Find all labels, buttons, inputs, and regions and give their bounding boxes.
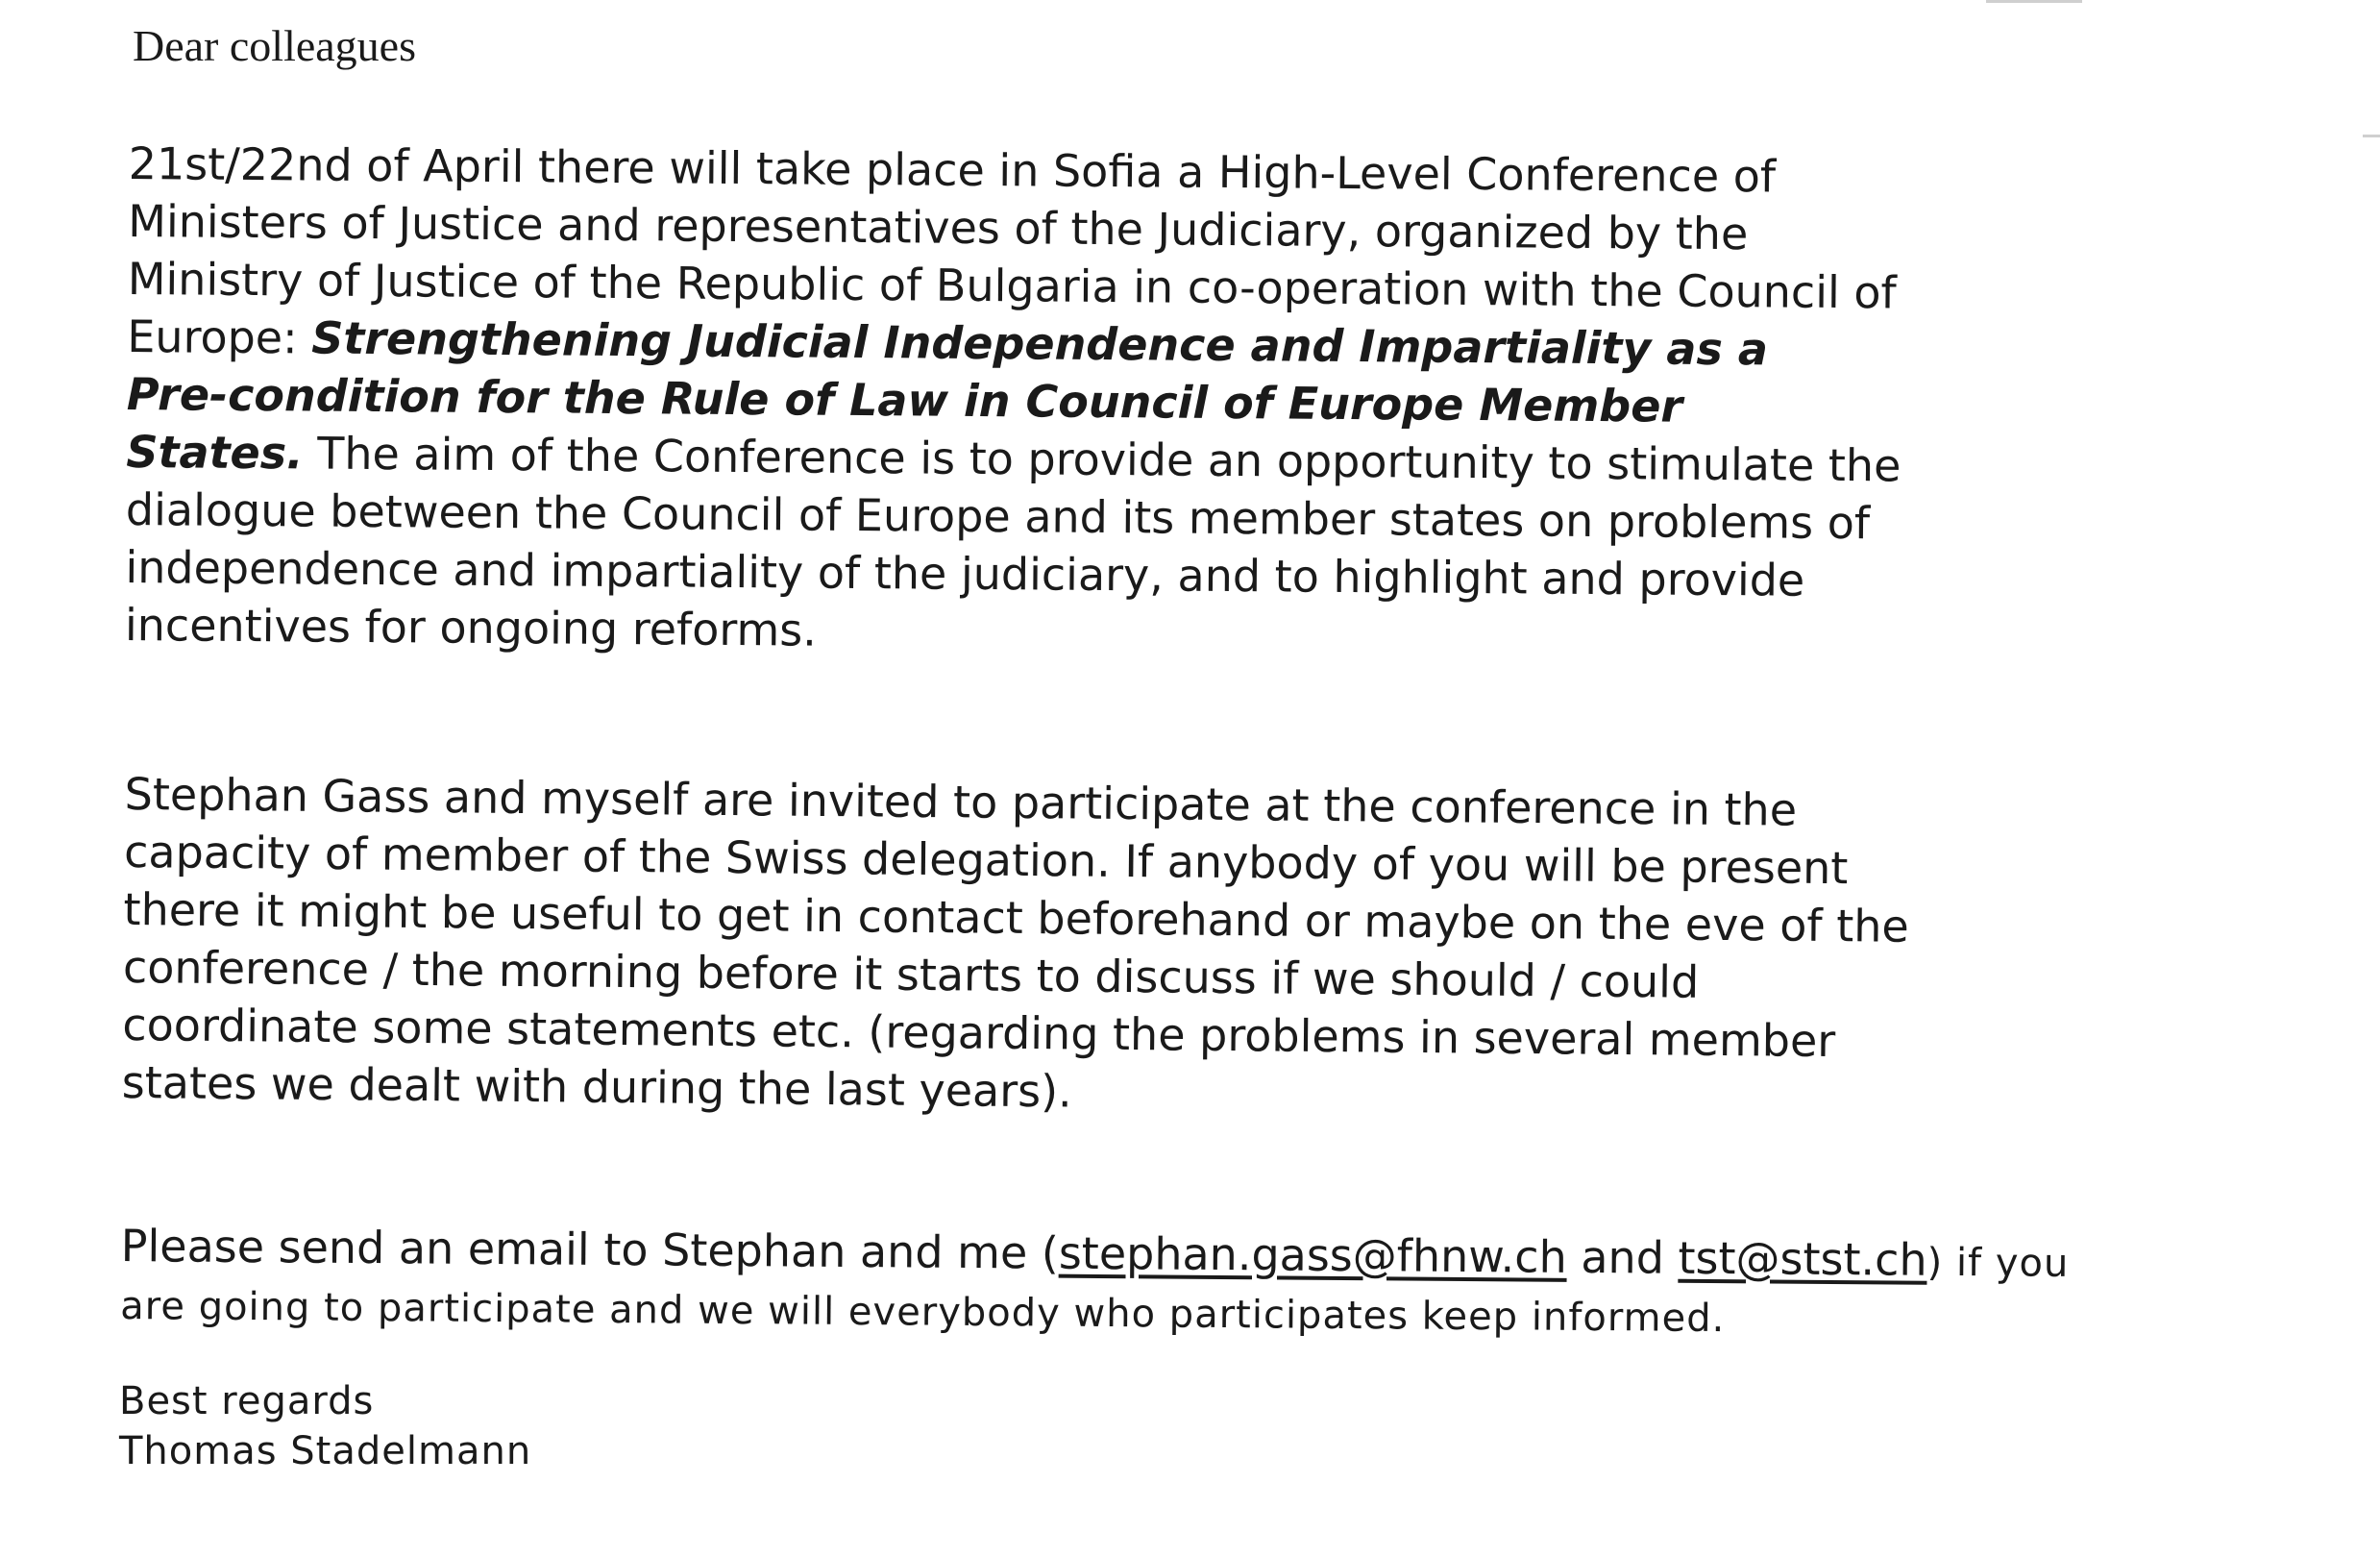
p3-tail-text: ) if you — [1926, 1240, 2070, 1286]
p2-line-4: conference / the morning before it starts to discuss if we should / could — [122, 940, 1700, 1008]
closing-block — [119, 1376, 531, 1476]
p1-line-2: Ministers of Justice and representatives of the Judiciary, organized by the — [128, 194, 1749, 260]
email-link-tst[interactable]: tst@stst.ch — [1678, 1231, 1927, 1286]
p1-line-4-lead: Europe: — [127, 309, 312, 364]
signature-name: Thomas Stadelmann — [119, 1429, 532, 1473]
p1-line-7: dialogue between the Council of Europe and its member states on problems of — [125, 482, 1871, 550]
conference-title-part-2: Pre-condition for the Rule of Law in Council of Europe Member — [126, 367, 1683, 432]
p2-line-1: Stephan Gass and myself are invited to participate at the conference in the — [124, 767, 1798, 836]
paragraph-contact-request — [120, 1217, 2100, 1350]
scan-edge-mark-right — [2363, 135, 2380, 137]
p3-lead-text: Please send an email to Stephan and me ( — [120, 1219, 1060, 1279]
p3-conjunction: and — [1566, 1230, 1679, 1284]
p1-line-8: independence and impartiality of the judiciary, and to highlight and provide — [125, 540, 1805, 606]
paragraph-delegation — [122, 765, 2104, 1130]
paragraph-conference-announcement — [125, 135, 2108, 669]
p1-line-1: 21st/22nd of April there will take place in Sofia a High-Level Conference of — [128, 136, 1777, 203]
scan-edge-mark-top — [1986, 0, 2082, 3]
p2-line-5: coordinate some statements etc. (regarding the problems in several member — [122, 998, 1836, 1068]
p1-line-6-rest: The aim of the Conference is to provide an opportunity to stimulate the — [303, 427, 1902, 492]
conference-title-part-3: States. — [126, 425, 304, 480]
closing-greeting: Best regards — [119, 1379, 375, 1423]
p2-line-2: capacity of member of the Swiss delegation. If anybody of you will be present — [123, 825, 1849, 895]
salutation: Dear colleagues — [133, 21, 417, 70]
p1-line-9: incentives for ongoing reforms. — [124, 598, 818, 656]
p2-line-3: there it might be useful to get in contact beforehand or maybe on the eve of the — [123, 882, 1909, 952]
email-link-stephan[interactable]: stephan.gass@fhnw.ch — [1058, 1226, 1567, 1283]
p3-line-2: are going to participate and we will everybody who participates keep informed. — [120, 1283, 1726, 1342]
p2-line-6: states we dealt with during the last years). — [121, 1055, 1072, 1118]
conference-title-part-1: Strengthening Judicial Independence and Impartiality as a — [311, 311, 1769, 376]
p1-line-3: Ministry of Justice of the Republic of Bulgaria in co-operation with the Council of — [127, 252, 1897, 319]
